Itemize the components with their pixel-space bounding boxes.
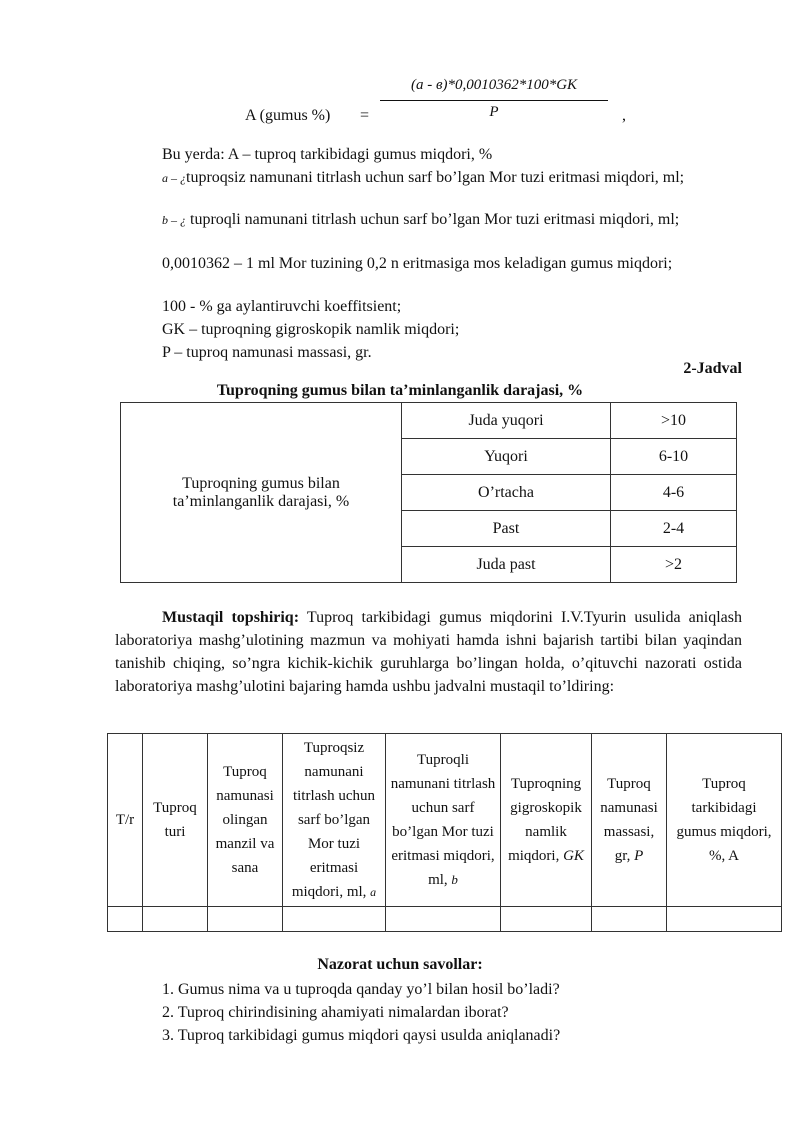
humus-level-table bbox=[120, 402, 737, 583]
definition-a bbox=[115, 166, 742, 190]
table2-empty-cell bbox=[108, 907, 143, 932]
header-text: Tuproq tarkibidagi gumus miqdori, %, A bbox=[676, 776, 772, 864]
definition-b-text: tuproqli namunani titrlash uchun sarf bo’lgan Mor tuzi eritmasi miqdori, ml; bbox=[186, 211, 680, 228]
table-header-row bbox=[108, 734, 782, 907]
lab-results-table bbox=[107, 733, 782, 932]
table-row bbox=[108, 907, 782, 932]
table1-level-cell: O’rtacha bbox=[402, 475, 611, 511]
table1-level-cell: Past bbox=[402, 511, 611, 547]
definition-gk: GK – tuproqning gigroskopik namlik miqdori; bbox=[162, 321, 460, 338]
definition-b bbox=[115, 208, 742, 232]
formula-numerator: (a - в)*0,0010362*100*GK bbox=[410, 77, 578, 93]
table-row bbox=[121, 403, 737, 439]
header-text: Tuproq namunasi olingan manzil va sana bbox=[215, 764, 275, 876]
task-paragraph bbox=[115, 606, 742, 698]
table1-row-header: Tuproqning gumus bilan ta’minlanganlik darajasi, % bbox=[121, 403, 402, 583]
formula-denominator: P bbox=[489, 104, 499, 120]
table2-empty-cell bbox=[208, 907, 283, 932]
table2-header-cell bbox=[667, 734, 782, 907]
header-text: Tuproqli namunani titrlash uchun sarf bo’lgan Mor tuzi eritmasi miqdori, ml, bbox=[390, 752, 496, 888]
table1-value-cell: >2 bbox=[611, 547, 737, 583]
definition-a-text: tuproqsiz namunani titrlash uchun sarf bo’lgan Mor tuzi eritmasi miqdori, ml; bbox=[186, 169, 685, 186]
questions-title: Nazorat uchun savollar: bbox=[317, 956, 483, 973]
table2-header-cell bbox=[501, 734, 592, 907]
table1-level-cell: Yuqori bbox=[402, 439, 611, 475]
table1-value-cell: 2-4 bbox=[611, 511, 737, 547]
formula-equals: = bbox=[360, 107, 370, 124]
definition-hundred: 100 - % ga aylantiruvchi koeffitsient; bbox=[162, 298, 402, 315]
header-text: Tuproq turi bbox=[153, 800, 197, 840]
definition-b-symbol: b – ¿ bbox=[162, 213, 186, 227]
table2-empty-cell bbox=[667, 907, 782, 932]
formula-lhs: A (gumus %) bbox=[245, 107, 331, 124]
table2-empty-cell bbox=[501, 907, 592, 932]
definition-p: P – tuproq namunasi massasi, gr. bbox=[162, 344, 372, 361]
table2-empty-cell bbox=[386, 907, 501, 932]
question-item: 3. Tuproq tarkibidagi gumus miqdori qaysi usulda aniqlanadi? bbox=[162, 1027, 561, 1044]
task-text: Tuproq tarkibidagi gumus miqdorini I.V.Tyurin usulida aniqlash laboratoriya mashg’ulotining mazmun va mohiyati hamda ishni bajarish tartibi bilan yaqindan tanishib chiqing, so’ngra kichik-kichik guruhlarga bo’lingan holda, o’qituvchi nazorati ostida laboratoriya mashg’ulotini bajaring hamda ushbu jadvalni mustaqil to’ldiring: bbox=[115, 609, 742, 695]
table1-value-cell: >10 bbox=[611, 403, 737, 439]
definition-intro: Bu yerda: A – tuproq tarkibidagi gumus miqdori, % bbox=[162, 146, 493, 163]
table2-header-cell bbox=[108, 734, 143, 907]
definition-a-symbol: a – ¿ bbox=[162, 171, 186, 185]
header-text: T/r bbox=[115, 812, 135, 828]
header-symbol: b bbox=[451, 872, 458, 887]
header-symbol: P bbox=[634, 848, 644, 864]
table2-header-cell bbox=[143, 734, 208, 907]
table1-label: 2-Jadval bbox=[683, 360, 742, 377]
formula-comma: , bbox=[622, 107, 626, 124]
definition-coef bbox=[115, 252, 742, 275]
table2-empty-cell bbox=[143, 907, 208, 932]
definition-coef-text: 0,0010362 – 1 ml Mor tuzining 0,2 n eritmasiga mos keladigan gumus miqdori; bbox=[162, 255, 673, 272]
table1-level-cell: Juda yuqori bbox=[402, 403, 611, 439]
table2-header-cell bbox=[283, 734, 386, 907]
table2-header-cell bbox=[208, 734, 283, 907]
header-text: Tuproqsiz namunani titrlash uchun sarf bo’lgan Mor tuzi eritmasi miqdori, ml, bbox=[291, 740, 376, 900]
header-symbol: a bbox=[370, 885, 377, 899]
table2-header-cell bbox=[592, 734, 667, 907]
header-symbol: GK bbox=[563, 848, 584, 864]
header-text: Tuproq namunasi massasi, gr, bbox=[600, 776, 658, 864]
question-item: 2. Tuproq chirindisining ahamiyati nimalardan iborat? bbox=[162, 1004, 509, 1021]
table2-empty-cell bbox=[283, 907, 386, 932]
question-item: 1. Gumus nima va u tuproqda qanday yo’l bilan hosil bo’ladi? bbox=[162, 981, 560, 998]
table1-title: Tuproqning gumus bilan ta’minlanganlik darajasi, % bbox=[216, 382, 584, 399]
table2-empty-cell bbox=[592, 907, 667, 932]
table1-value-cell: 4-6 bbox=[611, 475, 737, 511]
table1-value-cell: 6-10 bbox=[611, 439, 737, 475]
header-text: Tuproqning gigroskopik namlik miqdori, bbox=[508, 776, 582, 864]
table1-level-cell: Juda past bbox=[402, 547, 611, 583]
formula-fraction-bar bbox=[380, 100, 608, 101]
table2-header-cell bbox=[386, 734, 501, 907]
task-label: Mustaqil topshiriq: bbox=[162, 609, 300, 626]
